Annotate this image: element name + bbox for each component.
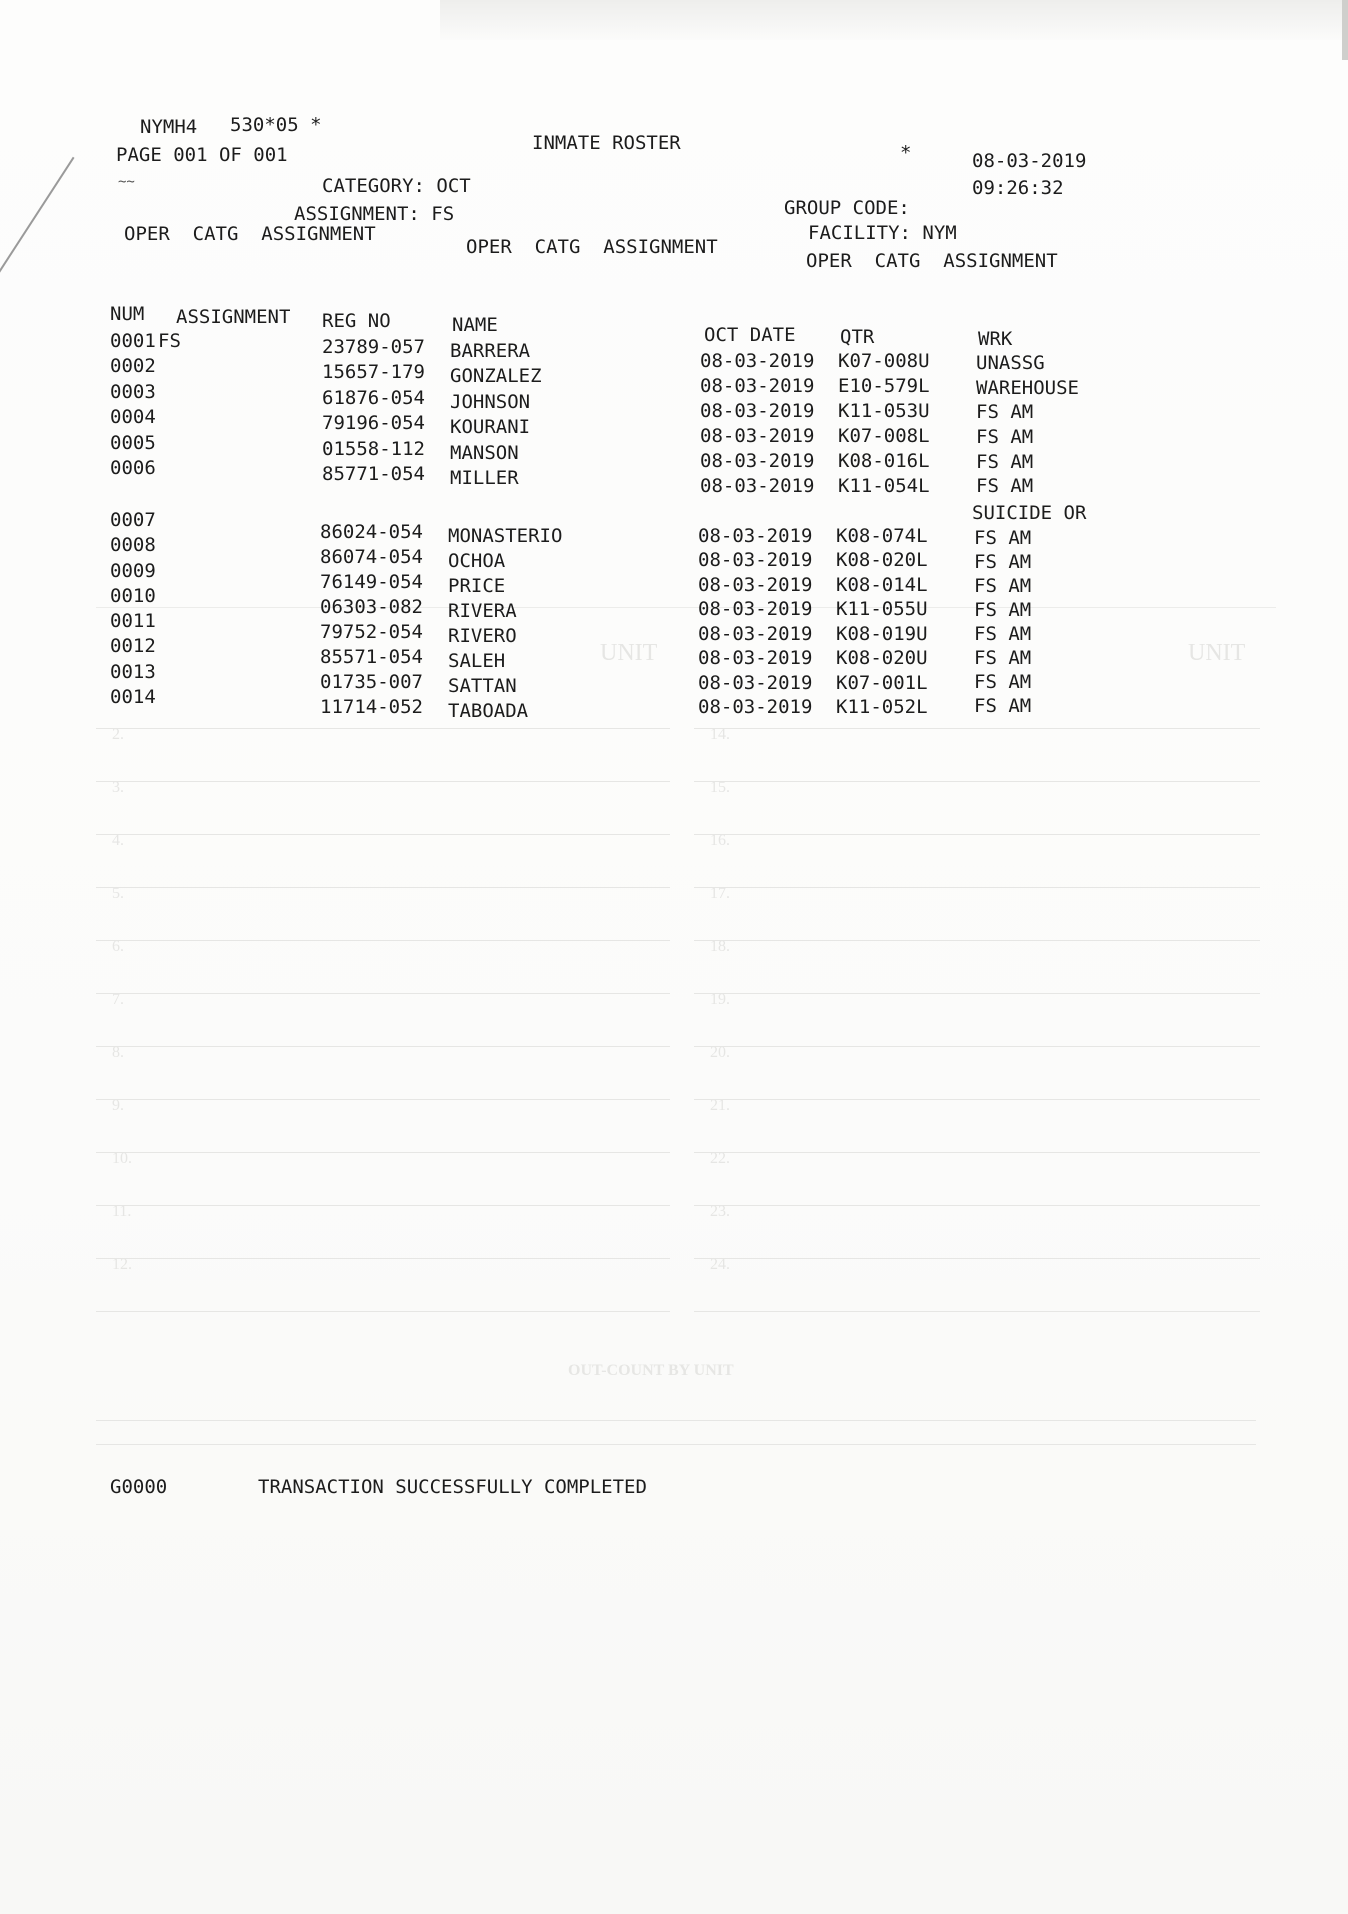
row-oct-date: 08-03-2019 xyxy=(700,450,815,472)
paper-edge-top xyxy=(440,0,1348,40)
row-qtr: K11-054L xyxy=(838,475,930,497)
ghost-rule-right xyxy=(694,1099,1260,1100)
ghost-rule-left xyxy=(96,781,670,782)
ghost-number: 4. xyxy=(112,832,124,849)
row-qtr: K08-020U xyxy=(836,647,928,669)
ghost-rule-left xyxy=(96,887,670,888)
col-assignment: ASSIGNMENT xyxy=(176,306,291,328)
row-name: GONZALEZ xyxy=(450,365,542,387)
row-qtr: K11-055U xyxy=(836,598,928,620)
row-oct-date: 08-03-2019 xyxy=(698,696,813,718)
row-qtr: E10-579L xyxy=(838,375,930,397)
ghost-unit-label: UNIT xyxy=(1188,640,1246,666)
ghost-out-count-title: OUT-COUNT BY UNIT xyxy=(568,1362,734,1379)
row-reg-no: 85571-054 xyxy=(320,646,423,668)
row-wrk: FS AM xyxy=(976,426,1034,448)
ghost-rule-right xyxy=(694,1205,1260,1206)
ghost-rule-right xyxy=(694,887,1260,888)
row-wrk: WAREHOUSE xyxy=(976,377,1079,399)
row-wrk: FS AM xyxy=(974,671,1032,693)
row-oct-date: 08-03-2019 xyxy=(700,350,815,372)
row-reg-no: 11714-052 xyxy=(320,696,423,718)
ghost-rule-left xyxy=(96,1258,670,1259)
group-code-line: GROUP CODE: xyxy=(784,197,910,219)
col-oct-date: OCT DATE xyxy=(704,324,796,346)
ghost-number: 7. xyxy=(112,991,124,1008)
row-name: BARRERA xyxy=(450,340,531,362)
row-qtr: K08-020L xyxy=(836,549,928,571)
status-code: G0000 xyxy=(110,1476,168,1498)
row-reg-no: 06303-082 xyxy=(320,596,423,618)
row-num: 0009 xyxy=(110,560,156,582)
ghost-rule-bottom xyxy=(96,1420,1256,1421)
ghost-rule-left xyxy=(96,1046,670,1047)
row-qtr: K08-016L xyxy=(838,450,930,472)
ghost-number: 12. xyxy=(112,1256,132,1273)
ghost-number: 6. xyxy=(112,938,124,955)
row-oct-date: 08-03-2019 xyxy=(698,549,813,571)
ghost-number: 15. xyxy=(710,779,730,796)
row-qtr: K08-074L xyxy=(836,525,928,547)
row-qtr: K07-008L xyxy=(838,425,930,447)
col-wrk: WRK xyxy=(978,328,1013,350)
category-line: CATEGORY: OCT xyxy=(322,175,471,197)
row-num: 0011 xyxy=(110,610,156,632)
row-wrk: FS AM xyxy=(974,695,1032,717)
ghost-number: 5. xyxy=(112,885,124,902)
ghost-number: 22. xyxy=(710,1150,730,1167)
row-wrk: UNASSG xyxy=(976,352,1045,374)
row-oct-date: 08-03-2019 xyxy=(698,623,813,645)
ghost-rule-right xyxy=(694,1046,1260,1047)
ghost-rule-left xyxy=(96,993,670,994)
ghost-rule-left xyxy=(96,1152,670,1153)
report-date: 08-03-2019 xyxy=(972,150,1087,172)
col-reg-no: REG NO xyxy=(322,310,391,332)
row-num: 0001 xyxy=(110,330,156,352)
paper-fold-line xyxy=(0,157,75,376)
ghost-rule-top xyxy=(96,607,1276,608)
ghost-rule-left xyxy=(96,940,670,941)
facility-line: FACILITY: NYM xyxy=(808,222,957,244)
ghost-rule-right xyxy=(694,834,1260,835)
row-reg-no: 86074-054 xyxy=(320,546,423,568)
row-qtr: K07-008U xyxy=(838,350,930,372)
row-wrk: FS AM xyxy=(974,647,1032,669)
ghost-rule-right xyxy=(694,1311,1260,1312)
row-oct-date: 08-03-2019 xyxy=(698,672,813,694)
row-qtr: K11-052L xyxy=(836,696,928,718)
col-name: NAME xyxy=(452,314,498,336)
row-wrk: FS AM xyxy=(974,527,1032,549)
handwritten-mark: ~~ xyxy=(118,174,135,190)
page-indicator: PAGE 001 OF 001 xyxy=(116,144,288,166)
ghost-number: 21. xyxy=(710,1097,730,1114)
ghost-number: 20. xyxy=(710,1044,730,1061)
paper-edge-right xyxy=(1342,0,1348,60)
ghost-number: 10. xyxy=(112,1150,132,1167)
row-num: 0005 xyxy=(110,432,156,454)
row-name: RIVERO xyxy=(448,625,517,647)
ghost-unit-label: UNIT xyxy=(600,640,658,666)
ghost-number: 11. xyxy=(112,1203,132,1220)
row-oct-date: 08-03-2019 xyxy=(700,425,815,447)
row-wrk: FS AM xyxy=(976,451,1034,473)
row-oct-date: 08-03-2019 xyxy=(698,647,813,669)
row-wrk: FS AM xyxy=(976,401,1034,423)
system-code: NYMH4 xyxy=(140,116,198,138)
row-reg-no: 23789-057 xyxy=(322,336,425,358)
row-name: SALEH xyxy=(448,650,506,672)
oper-header-1: OPER CATG ASSIGNMENT xyxy=(124,223,376,245)
ghost-rule-left xyxy=(96,1311,670,1312)
ghost-number: 2. xyxy=(112,726,124,743)
row-name: MANSON xyxy=(450,442,519,464)
ghost-rule-right xyxy=(694,1258,1260,1259)
row-num: 0007 xyxy=(110,509,156,531)
row-name: SATTAN xyxy=(448,675,517,697)
row-oct-date: 08-03-2019 xyxy=(700,375,815,397)
assignment-line: ASSIGNMENT: FS xyxy=(294,203,455,225)
row-qtr: K11-053U xyxy=(838,400,930,422)
ghost-rule-right xyxy=(694,781,1260,782)
row-reg-no: 76149-054 xyxy=(320,571,423,593)
ghost-rule-left xyxy=(96,1205,670,1206)
first-row-assignment: FS xyxy=(158,330,181,352)
ghost-number: 14. xyxy=(710,726,730,743)
ghost-number: 17. xyxy=(710,885,730,902)
row-oct-date: 08-03-2019 xyxy=(700,475,815,497)
ghost-number: 23. xyxy=(710,1203,730,1220)
report-time: 09:26:32 xyxy=(972,177,1064,199)
row-oct-date: 08-03-2019 xyxy=(698,574,813,596)
row-oct-date: 08-03-2019 xyxy=(698,525,813,547)
row-name: RIVERA xyxy=(448,600,517,622)
row-reg-no: 79752-054 xyxy=(320,621,423,643)
ghost-number: 9. xyxy=(112,1097,124,1114)
row-name: KOURANI xyxy=(450,416,531,438)
terminal-code: 530*05 * xyxy=(230,114,322,136)
row-reg-no: 79196-054 xyxy=(322,412,425,434)
col-num: NUM xyxy=(110,303,145,325)
row-wrk-note: SUICIDE OR xyxy=(972,502,1087,524)
row-num: 0004 xyxy=(110,406,156,428)
ghost-rule-left xyxy=(96,728,670,729)
row-qtr: K08-014L xyxy=(836,574,928,596)
ghost-rule-right xyxy=(694,1152,1260,1153)
ghost-rule-right xyxy=(694,940,1260,941)
row-name: OCHOA xyxy=(448,550,506,572)
row-num: 0014 xyxy=(110,686,156,708)
ghost-number: 24. xyxy=(710,1256,730,1273)
row-name: PRICE xyxy=(448,575,506,597)
row-wrk: FS AM xyxy=(974,599,1032,621)
row-num: 0013 xyxy=(110,661,156,683)
ghost-rule-right xyxy=(694,728,1260,729)
row-wrk: FS AM xyxy=(974,575,1032,597)
row-reg-no: 85771-054 xyxy=(322,463,425,485)
oper-header-3: OPER CATG ASSIGNMENT xyxy=(806,250,1058,272)
row-wrk: FS AM xyxy=(976,475,1034,497)
row-num: 0008 xyxy=(110,534,156,556)
row-qtr: K07-001L xyxy=(836,672,928,694)
row-wrk: FS AM xyxy=(974,623,1032,645)
row-reg-no: 01735-007 xyxy=(320,671,423,693)
row-name: MONASTERIO xyxy=(448,525,563,547)
ghost-number: 18. xyxy=(710,938,730,955)
ghost-number: 8. xyxy=(112,1044,124,1061)
row-oct-date: 08-03-2019 xyxy=(700,400,815,422)
report-title: INMATE ROSTER xyxy=(532,132,681,154)
row-reg-no: 01558-112 xyxy=(322,438,425,460)
row-name: MILLER xyxy=(450,467,519,489)
status-message: TRANSACTION SUCCESSFULLY COMPLETED xyxy=(258,1476,647,1498)
row-name: TABOADA xyxy=(448,700,529,722)
row-reg-no: 86024-054 xyxy=(320,521,423,543)
row-num: 0012 xyxy=(110,635,156,657)
ghost-rule-left xyxy=(96,1099,670,1100)
row-reg-no: 61876-054 xyxy=(322,387,425,409)
ghost-number: 3. xyxy=(112,779,124,796)
ghost-number: 19. xyxy=(710,991,730,1008)
col-qtr: QTR xyxy=(840,326,875,348)
ghost-rule-left xyxy=(96,834,670,835)
row-num: 0003 xyxy=(110,381,156,403)
row-wrk: FS AM xyxy=(974,551,1032,573)
row-oct-date: 08-03-2019 xyxy=(698,598,813,620)
ghost-rule-bottom xyxy=(96,1444,1256,1445)
row-name: JOHNSON xyxy=(450,391,531,413)
row-qtr: K08-019U xyxy=(836,623,928,645)
row-num: 0006 xyxy=(110,457,156,479)
oper-header-2: OPER CATG ASSIGNMENT xyxy=(466,236,718,258)
row-num: 0010 xyxy=(110,585,156,607)
ghost-number: 16. xyxy=(710,832,730,849)
row-num: 0002 xyxy=(110,355,156,377)
asterisk-mark: * xyxy=(900,142,912,164)
row-reg-no: 15657-179 xyxy=(322,361,425,383)
ghost-rule-right xyxy=(694,993,1260,994)
